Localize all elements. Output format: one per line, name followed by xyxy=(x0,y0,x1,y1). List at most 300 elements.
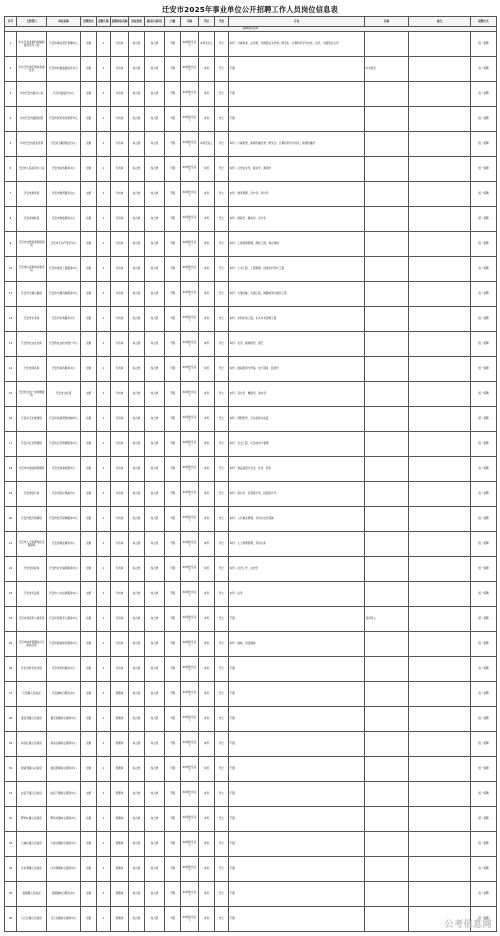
table-row xyxy=(5,207,497,232)
cell-hukou: 不限 xyxy=(165,82,181,107)
table-row xyxy=(5,432,497,457)
cell-mode: 统一招聘 xyxy=(471,257,497,282)
cell-num: 1 xyxy=(97,832,111,857)
cell-fund: 全额 xyxy=(81,882,97,907)
cell-hukou: 不限 xyxy=(165,407,181,432)
cell-edu: 本科 xyxy=(199,107,215,132)
cell-hukou: 不限 xyxy=(165,207,181,232)
cell-no: 7 xyxy=(5,182,17,207)
cell-major: 本科：交通运输，交通工程，道路桥梁与渡河工程 xyxy=(229,282,365,307)
cell-edu: 本科 xyxy=(199,57,215,82)
cell-edu: 本科 xyxy=(199,207,215,232)
cell-num: 1 xyxy=(97,532,111,557)
cell-no: 9 xyxy=(5,232,17,257)
cell-unit: 赵店子镇综合服务中心 xyxy=(47,782,81,807)
cell-other: 退役军人 xyxy=(365,607,409,632)
cell-cat: 综合类 xyxy=(129,407,145,432)
cell-other: 中共党员 xyxy=(365,57,409,82)
cell-age: 30周岁及以下 xyxy=(181,457,199,482)
cell-unit: 迁安市统计调查中心 xyxy=(47,482,81,507)
cell-age: 30周岁及以下 xyxy=(181,832,199,857)
column-header: 专业 xyxy=(229,17,365,27)
cell-note xyxy=(409,557,471,582)
cell-num: 1 xyxy=(97,257,111,282)
cell-dept: 野鸡坨镇人民政府 xyxy=(17,807,47,832)
cell-unit: 迁安市委信息中心 xyxy=(47,82,81,107)
cell-note xyxy=(409,682,471,707)
cell-exam: 综合类 xyxy=(145,857,165,882)
cell-post: 专技岗 xyxy=(111,82,129,107)
document-title: 迁安市2025年事业单位公开招聘工作人员岗位信息表 xyxy=(162,5,338,14)
cell-exam: 综合类 xyxy=(145,407,165,432)
cell-unit: 迁安市政务服务中心 xyxy=(47,157,81,182)
cell-unit: 迁安市应急管理服务中心 xyxy=(47,432,81,457)
cell-hukou: 不限 xyxy=(165,807,181,832)
cell-cat: 综合类 xyxy=(129,57,145,82)
cell-unit: 迁安市教育服务中心 xyxy=(47,182,81,207)
cell-unit: 大崔庄镇综合服务中心 xyxy=(47,832,81,857)
cell-mode: 统一招聘 xyxy=(471,432,497,457)
cell-other xyxy=(365,557,409,582)
cell-cat: 综合类 xyxy=(129,32,145,57)
cell-num: 1 xyxy=(97,57,111,82)
cell-post: 专技岗 xyxy=(111,282,129,307)
cell-age: 30周岁及以下 xyxy=(181,782,199,807)
cell-cat: 综合类 xyxy=(129,157,145,182)
cell-post: 专技岗 xyxy=(111,32,129,57)
cell-mode: 统一招聘 xyxy=(471,357,497,382)
cell-num: 1 xyxy=(97,182,111,207)
cell-fund: 全额 xyxy=(81,407,97,432)
cell-post: 专技岗 xyxy=(111,57,129,82)
cell-cat: 综合类 xyxy=(129,332,145,357)
header-row xyxy=(5,17,497,27)
table-row xyxy=(5,157,497,182)
cell-unit: 迁安市科技服务中心 xyxy=(47,657,81,682)
cell-hukou: 不限 xyxy=(165,882,181,907)
cell-hukou: 不限 xyxy=(165,707,181,732)
cell-mode: 统一招聘 xyxy=(471,682,497,707)
cell-num: 1 xyxy=(97,232,111,257)
cell-dept: 迁安市城市管理综合行政执法局 xyxy=(17,632,47,657)
cell-age: 30周岁及以下 xyxy=(181,807,199,832)
cell-no: 5 xyxy=(5,132,17,157)
cell-other xyxy=(365,157,409,182)
cell-cat: 综合类 xyxy=(129,832,145,857)
cell-no: 13 xyxy=(5,332,17,357)
cell-post: 专技岗 xyxy=(111,532,129,557)
cell-other xyxy=(365,857,409,882)
cell-note xyxy=(409,357,471,382)
cell-other xyxy=(365,282,409,307)
cell-note xyxy=(409,607,471,632)
cell-unit: 迁安市交通运输服务中心 xyxy=(47,282,81,307)
table-row xyxy=(5,807,497,832)
cell-cat: 综合类 xyxy=(129,657,145,682)
cell-post: 管理岗 xyxy=(111,807,129,832)
cell-age: 30周岁及以下 xyxy=(181,57,199,82)
cell-edu: 本科 xyxy=(199,857,215,882)
cell-dept: 沙河驿镇人民政府 xyxy=(17,857,47,882)
cell-other xyxy=(365,107,409,132)
job-positions-table xyxy=(4,16,497,932)
cell-num: 1 xyxy=(97,332,111,357)
cell-note xyxy=(409,757,471,782)
cell-age: 30周岁及以下 xyxy=(181,732,199,757)
cell-age: 30周岁及以下 xyxy=(181,632,199,657)
table-row xyxy=(5,682,497,707)
cell-cat: 综合类 xyxy=(129,107,145,132)
cell-post: 管理岗 xyxy=(111,682,129,707)
cell-exam: 综合类 xyxy=(145,482,165,507)
cell-fund: 全额 xyxy=(81,382,97,407)
cell-age: 30周岁及以下 xyxy=(181,132,199,157)
cell-exam: 综合类 xyxy=(145,882,165,907)
cell-note xyxy=(409,732,471,757)
cell-hukou: 不限 xyxy=(165,257,181,282)
cell-note xyxy=(409,532,471,557)
cell-cat: 综合类 xyxy=(129,557,145,582)
cell-fund: 全额 xyxy=(81,282,97,307)
header-sub-label: 招聘岗位条件 xyxy=(5,27,497,32)
cell-major: 不限 xyxy=(229,757,365,782)
cell-no: 6 xyxy=(5,157,17,182)
cell-post: 专技岗 xyxy=(111,432,129,457)
cell-cat: 综合类 xyxy=(129,782,145,807)
cell-unit: 迁安市退役军人服务中心 xyxy=(47,607,81,632)
cell-deg: 学士 xyxy=(215,857,229,882)
cell-other xyxy=(365,907,409,932)
cell-age: 30周岁及以下 xyxy=(181,357,199,382)
cell-other xyxy=(365,657,409,682)
cell-major: 不限 xyxy=(229,907,365,932)
cell-exam: 综合类 xyxy=(145,807,165,832)
cell-other xyxy=(365,682,409,707)
cell-note xyxy=(409,232,471,257)
cell-num: 1 xyxy=(97,407,111,432)
column-header: 单位名称 xyxy=(47,17,81,27)
cell-mode: 统一招聘 xyxy=(471,782,497,807)
cell-other xyxy=(365,832,409,857)
table-row xyxy=(5,132,497,157)
cell-dept: 迁安市自然资源和规划局 xyxy=(17,232,47,257)
cell-post: 专技岗 xyxy=(111,482,129,507)
cell-fund: 全额 xyxy=(81,432,97,457)
cell-num: 1 xyxy=(97,657,111,682)
cell-unit: 迁安市建设工程服务中心 xyxy=(47,257,81,282)
cell-unit: 迁安镇综合服务中心 xyxy=(47,682,81,707)
cell-no: 23 xyxy=(5,582,17,607)
cell-edu: 本科 xyxy=(199,557,215,582)
cell-major: 本科：园林，风景园林 xyxy=(229,632,365,657)
column-header: 学位 xyxy=(215,17,229,27)
cell-hukou: 不限 xyxy=(165,907,181,932)
cell-fund: 全额 xyxy=(81,32,97,57)
cell-post: 专技岗 xyxy=(111,107,129,132)
cell-exam: 综合类 xyxy=(145,582,165,607)
cell-mode: 统一招聘 xyxy=(471,907,497,932)
cell-major: 不限 xyxy=(229,107,365,132)
cell-num: 1 xyxy=(97,857,111,882)
cell-major: 不限 xyxy=(229,882,365,907)
cell-unit: 迁安市财政服务中心 xyxy=(47,207,81,232)
cell-exam: 综合类 xyxy=(145,682,165,707)
cell-edu: 本科 xyxy=(199,157,215,182)
cell-dept: 迁安市人民政府办公室 xyxy=(17,157,47,182)
table-row xyxy=(5,907,497,932)
cell-age: 30周岁及以下 xyxy=(181,582,199,607)
cell-exam: 综合类 xyxy=(145,707,165,732)
cell-deg: 学士 xyxy=(215,232,229,257)
cell-age: 30周岁及以下 xyxy=(181,507,199,532)
cell-post: 专技岗 xyxy=(111,657,129,682)
cell-unit: 马兰庄镇综合服务中心 xyxy=(47,907,81,932)
cell-no: 15 xyxy=(5,382,17,407)
cell-deg: 学士 xyxy=(215,407,229,432)
cell-dept: 迁安市商务局 xyxy=(17,357,47,382)
cell-other xyxy=(365,82,409,107)
cell-other xyxy=(365,257,409,282)
cell-num: 1 xyxy=(97,457,111,482)
cell-mode: 统一招聘 xyxy=(471,532,497,557)
cell-no: 4 xyxy=(5,107,17,132)
cell-exam: 综合类 xyxy=(145,732,165,757)
cell-no: 14 xyxy=(5,357,17,382)
cell-dept: 迁安市文化广电和旅游局 xyxy=(17,382,47,407)
cell-unit: 迁安市不动产登记中心 xyxy=(47,232,81,257)
cell-num: 1 xyxy=(97,757,111,782)
cell-cat: 综合类 xyxy=(129,482,145,507)
cell-deg: 学士 xyxy=(215,732,229,757)
cell-major: 本科：食品质量与安全，化学，药学 xyxy=(229,457,365,482)
cell-num: 1 xyxy=(97,382,111,407)
cell-no: 18 xyxy=(5,457,17,482)
cell-age: 30周岁及以下 xyxy=(181,332,199,357)
cell-mode: 统一招聘 xyxy=(471,657,497,682)
cell-unit: 杨各庄镇综合服务中心 xyxy=(47,732,81,757)
cell-other xyxy=(365,782,409,807)
cell-post: 专技岗 xyxy=(111,207,129,232)
cell-num: 1 xyxy=(97,582,111,607)
cell-fund: 全额 xyxy=(81,332,97,357)
cell-hukou: 不限 xyxy=(165,307,181,332)
cell-no: 35 xyxy=(5,882,17,907)
table-row xyxy=(5,182,497,207)
cell-mode: 统一招聘 xyxy=(471,732,497,757)
cell-mode: 统一招聘 xyxy=(471,232,497,257)
cell-dept: 迁安市退役军人事务局 xyxy=(17,607,47,632)
cell-deg: 学士 xyxy=(215,357,229,382)
cell-edu: 本科 xyxy=(199,532,215,557)
cell-num: 1 xyxy=(97,632,111,657)
cell-cat: 综合类 xyxy=(129,207,145,232)
column-header: 户籍 xyxy=(165,17,181,27)
cell-exam: 综合类 xyxy=(145,357,165,382)
table-row xyxy=(5,57,497,82)
cell-exam: 综合类 xyxy=(145,282,165,307)
cell-unit: 迁安市园林绿化服务中心 xyxy=(47,632,81,657)
cell-cat: 综合类 xyxy=(129,382,145,407)
cell-dept: 迁安市民政局 xyxy=(17,557,47,582)
cell-fund: 全额 xyxy=(81,582,97,607)
cell-cat: 综合类 xyxy=(129,82,145,107)
cell-no: 26 xyxy=(5,657,17,682)
cell-deg: 学士 xyxy=(215,682,229,707)
cell-exam: 综合类 xyxy=(145,232,165,257)
cell-note xyxy=(409,332,471,357)
cell-unit: 野鸡坨镇综合服务中心 xyxy=(47,807,81,832)
cell-note xyxy=(409,657,471,682)
cell-other xyxy=(365,182,409,207)
cell-age: 30周岁及以下 xyxy=(181,157,199,182)
table-row xyxy=(5,782,497,807)
cell-no: 17 xyxy=(5,432,17,457)
cell-exam: 综合类 xyxy=(145,32,165,57)
cell-age: 30周岁及以下 xyxy=(181,682,199,707)
cell-cat: 综合类 xyxy=(129,307,145,332)
cell-age: 30周岁及以下 xyxy=(181,882,199,907)
cell-major: 本科：计算机类，法学类，中国语言文学类；研究生：计算机科学与技术，法学，中国语言文学 xyxy=(229,32,365,57)
cell-deg: 学士 xyxy=(215,832,229,857)
cell-post: 专技岗 xyxy=(111,382,129,407)
cell-fund: 全额 xyxy=(81,707,97,732)
cell-num: 1 xyxy=(97,707,111,732)
cell-major: 本科：安全工程，应急技术与管理 xyxy=(229,432,365,457)
cell-no: 33 xyxy=(5,832,17,857)
cell-mode: 统一招聘 xyxy=(471,157,497,182)
cell-major: 不限 xyxy=(229,832,365,857)
cell-age: 30周岁及以下 xyxy=(181,207,199,232)
cell-edu: 本科 xyxy=(199,457,215,482)
cell-cat: 综合类 xyxy=(129,632,145,657)
cell-note xyxy=(409,32,471,57)
table-row xyxy=(5,557,497,582)
cell-exam: 综合类 xyxy=(145,132,165,157)
cell-cat: 综合类 xyxy=(129,857,145,882)
cell-no: 2 xyxy=(5,57,17,82)
cell-note xyxy=(409,807,471,832)
cell-hukou: 不限 xyxy=(165,732,181,757)
cell-num: 1 xyxy=(97,482,111,507)
cell-unit: 夏官营镇综合服务中心 xyxy=(47,707,81,732)
column-header: 年龄 xyxy=(181,17,199,27)
cell-fund: 全额 xyxy=(81,557,97,582)
cell-note xyxy=(409,57,471,82)
table-row xyxy=(5,482,497,507)
cell-num: 1 xyxy=(97,207,111,232)
cell-deg: 学士 xyxy=(215,457,229,482)
cell-no: 12 xyxy=(5,307,17,332)
cell-unit: 建昌营镇综合服务中心 xyxy=(47,757,81,782)
cell-major: 不限 xyxy=(229,657,365,682)
cell-deg: 学士 xyxy=(215,432,229,457)
cell-edu: 本科 xyxy=(199,282,215,307)
cell-edu: 本科 xyxy=(199,832,215,857)
cell-major: 本科：统计学，应用统计学，经济统计学 xyxy=(229,482,365,507)
cell-mode: 统一招聘 xyxy=(471,882,497,907)
cell-cat: 综合类 xyxy=(129,282,145,307)
table-row xyxy=(5,82,497,107)
cell-note xyxy=(409,882,471,907)
cell-no: 24 xyxy=(5,607,17,632)
cell-edu: 本科 xyxy=(199,382,215,407)
cell-major: 不限 xyxy=(229,782,365,807)
table-row xyxy=(5,357,497,382)
cell-other xyxy=(365,307,409,332)
cell-cat: 综合类 xyxy=(129,582,145,607)
cell-edu: 本科 xyxy=(199,782,215,807)
cell-unit: 迁安市公共法律服务中心 xyxy=(47,582,81,607)
column-header: 招聘人数 xyxy=(97,17,111,27)
cell-edu: 本科 xyxy=(199,407,215,432)
column-header: 学历 xyxy=(199,17,215,27)
cell-post: 专技岗 xyxy=(111,632,129,657)
cell-dept: 中共迁安市委宣传部 xyxy=(17,132,47,157)
cell-dept: 迁安市水务局 xyxy=(17,307,47,332)
cell-deg: 学士 xyxy=(215,557,229,582)
cell-note xyxy=(409,382,471,407)
cell-major: 本科：土地资源管理，测绘工程，城乡规划 xyxy=(229,232,365,257)
cell-edu: 本科 xyxy=(199,657,215,682)
cell-other xyxy=(365,207,409,232)
cell-hukou: 不限 xyxy=(165,182,181,207)
cell-cat: 综合类 xyxy=(129,532,145,557)
cell-unit: 迁安市疾病预防控制中心 xyxy=(47,407,81,432)
cell-hukou: 不限 xyxy=(165,507,181,532)
cell-exam: 综合类 xyxy=(145,182,165,207)
cell-num: 1 xyxy=(97,782,111,807)
cell-age: 30周岁及以下 xyxy=(181,657,199,682)
cell-deg: 学士 xyxy=(215,107,229,132)
cell-no: 28 xyxy=(5,707,17,732)
cell-num: 1 xyxy=(97,557,111,582)
cell-fund: 全额 xyxy=(81,682,97,707)
cell-exam: 综合类 xyxy=(145,832,165,857)
cell-edu: 本科 xyxy=(199,307,215,332)
cell-age: 30周岁及以下 xyxy=(181,907,199,932)
cell-dept: 马兰庄镇人民政府 xyxy=(17,907,47,932)
cell-fund: 全额 xyxy=(81,857,97,882)
cell-deg: 学士 xyxy=(215,807,229,832)
cell-age: 30周岁及以下 xyxy=(181,482,199,507)
cell-age: 30周岁及以下 xyxy=(181,757,199,782)
cell-cat: 综合类 xyxy=(129,707,145,732)
cell-deg: 学士 xyxy=(215,257,229,282)
cell-hukou: 不限 xyxy=(165,282,181,307)
cell-fund: 全额 xyxy=(81,232,97,257)
cell-num: 1 xyxy=(97,357,111,382)
cell-deg: 学士 xyxy=(215,382,229,407)
cell-mode: 统一招聘 xyxy=(471,457,497,482)
cell-major: 本科：水利水电工程，水文与水资源工程 xyxy=(229,307,365,332)
cell-mode: 统一招聘 xyxy=(471,482,497,507)
cell-major: 本科：音乐学，舞蹈学，美术学 xyxy=(229,382,365,407)
cell-exam: 综合类 xyxy=(145,657,165,682)
cell-age: 30周岁及以下 xyxy=(181,432,199,457)
cell-hukou: 不限 xyxy=(165,632,181,657)
cell-unit: 迁安市商务服务中心 xyxy=(47,357,81,382)
cell-edu: 本科及以上 xyxy=(199,32,215,57)
cell-num: 1 xyxy=(97,307,111,332)
cell-other xyxy=(365,732,409,757)
cell-fund: 全额 xyxy=(81,532,97,557)
table-row xyxy=(5,257,497,282)
cell-no: 19 xyxy=(5,482,17,507)
cell-exam: 综合类 xyxy=(145,332,165,357)
cell-deg: 学士 xyxy=(215,607,229,632)
cell-post: 管理岗 xyxy=(111,732,129,757)
cell-num: 1 xyxy=(97,682,111,707)
